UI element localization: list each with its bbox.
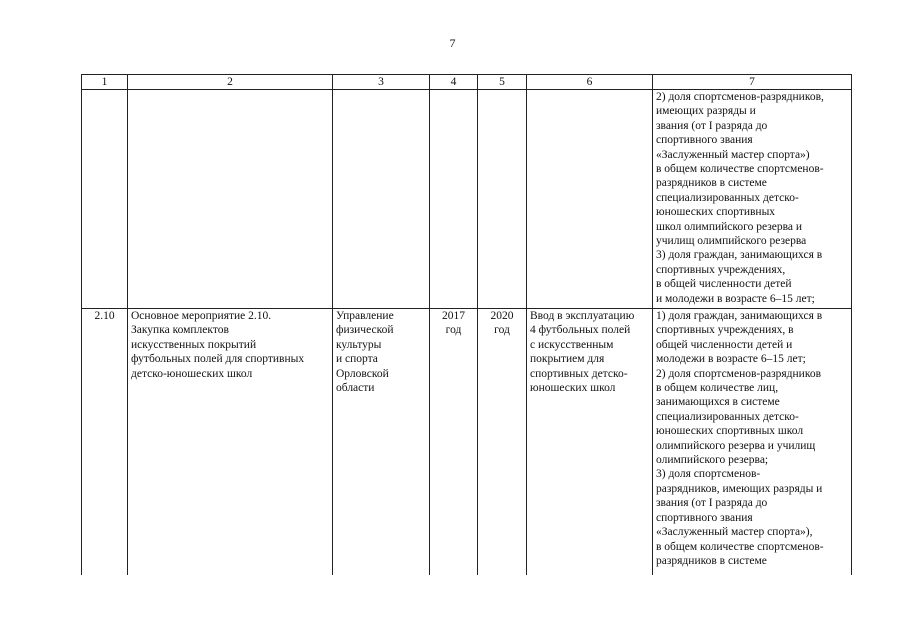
cell-line: в общем количестве спортсменов- (656, 163, 824, 176)
cell-line: 3) доля спортсменов- (656, 468, 761, 481)
cell-line: спортивных учреждениях, в (656, 324, 794, 337)
cell-line: Закупка комплектов (131, 324, 229, 337)
activity-name-cell (128, 90, 333, 309)
cell-line: звания (от I разряда до (656, 497, 768, 510)
cell-line: имеющих разряды и (656, 105, 756, 118)
header-col-7: 7 (653, 75, 852, 90)
start-year-cell (430, 90, 478, 309)
activity-name-cell (128, 309, 333, 576)
cell-line: год (445, 324, 462, 337)
table-row (82, 309, 852, 576)
cell-line: 2020 (490, 310, 514, 322)
cell-line: спортивных детско- (530, 367, 628, 380)
cell-line: юношеских спортивных школ (656, 425, 804, 438)
row-number-cell (82, 90, 128, 309)
header-col-2: 2 (128, 75, 333, 90)
cell-line: спортивного звания (656, 134, 753, 147)
cell-line: Управление (336, 310, 394, 322)
cell-line: разрядников, имеющих разряды и (656, 482, 823, 495)
end-year-cell (478, 90, 527, 309)
cell-line: 4 футбольных полей (530, 324, 631, 337)
cell-line: юношеских школ (530, 382, 616, 395)
cell-line: разрядников в системе (656, 554, 767, 567)
program-table (81, 74, 852, 575)
cell-line: и молодежи в возрасте 6–15 лет; (656, 292, 815, 305)
cell-line: детско-юношеских школ (131, 367, 253, 380)
cell-line: молодежи в возрасте 6–15 лет; (656, 353, 806, 366)
cell-line: Основное мероприятие 2.10. (131, 310, 272, 322)
cell-line: Орловской (336, 367, 389, 380)
cell-line: физической (336, 324, 394, 337)
row-number-cell: 2.10 (82, 309, 128, 576)
expected-result-cell (527, 309, 653, 576)
cell-line: спортивных учреждениях, (656, 263, 786, 276)
cell-line: общей численности детей и (656, 338, 793, 351)
cell-line: искусственных покрытий (131, 338, 257, 351)
cell-line: 1) доля граждан, занимающихся в (656, 310, 823, 322)
cell-line: области (336, 382, 375, 395)
indicators-cell (653, 90, 852, 309)
cell-line: школ олимпийского резерва и (656, 220, 803, 233)
header-col-1: 1 (82, 75, 128, 90)
cell-line: 2) доля спортсменов-разрядников (656, 367, 822, 380)
cell-line: разрядников в системе (656, 177, 767, 190)
header-row (82, 75, 852, 90)
table-row (82, 90, 852, 309)
cell-line: Ввод в эксплуатацию (530, 310, 635, 322)
cell-line: с искусственным (530, 338, 614, 351)
executor-cell (333, 309, 430, 576)
cell-line: «Заслуженный мастер спорта»), (656, 526, 813, 539)
end-year-cell (478, 309, 527, 576)
indicators-cell (653, 309, 852, 576)
cell-line: занимающихся в системе (656, 396, 780, 409)
start-year-cell (430, 309, 478, 576)
cell-line: 2) доля спортсменов-разрядников, (656, 91, 824, 103)
cell-line: «Заслуженный мастер спорта») (656, 148, 810, 161)
cell-line: олимпийского резерва и училищ (656, 439, 816, 452)
header-col-6: 6 (527, 75, 653, 90)
header-col-5: 5 (478, 75, 527, 90)
header-col-4: 4 (430, 75, 478, 90)
cell-line: звания (от I разряда до (656, 119, 768, 132)
page-number: 7 (449, 36, 456, 50)
header-col-3: 3 (333, 75, 430, 90)
cell-line: в общем количестве спортсменов- (656, 540, 824, 553)
cell-line: 2017 (442, 310, 465, 322)
cell-line: специализированных детско- (656, 410, 799, 423)
cell-line: в общем количестве лиц, (656, 382, 779, 395)
cell-line: и спорта (336, 353, 378, 366)
cell-line: спортивного звания (656, 511, 753, 524)
cell-line: юношеских спортивных (656, 206, 776, 219)
cell-line: футбольных полей для спортивных (131, 353, 305, 366)
cell-line: в общей численности детей (656, 278, 792, 291)
expected-result-cell (527, 90, 653, 309)
cell-line: 3) доля граждан, занимающихся в (656, 249, 823, 262)
cell-line: училищ олимпийского резерва (656, 235, 807, 248)
cell-line: специализированных детско- (656, 191, 799, 204)
cell-line: олимпийского резерва; (656, 454, 769, 467)
cell-line: покрытием для (530, 353, 605, 366)
executor-cell (333, 90, 430, 309)
cell-line: культуры (336, 338, 382, 351)
cell-line: год (494, 324, 510, 337)
